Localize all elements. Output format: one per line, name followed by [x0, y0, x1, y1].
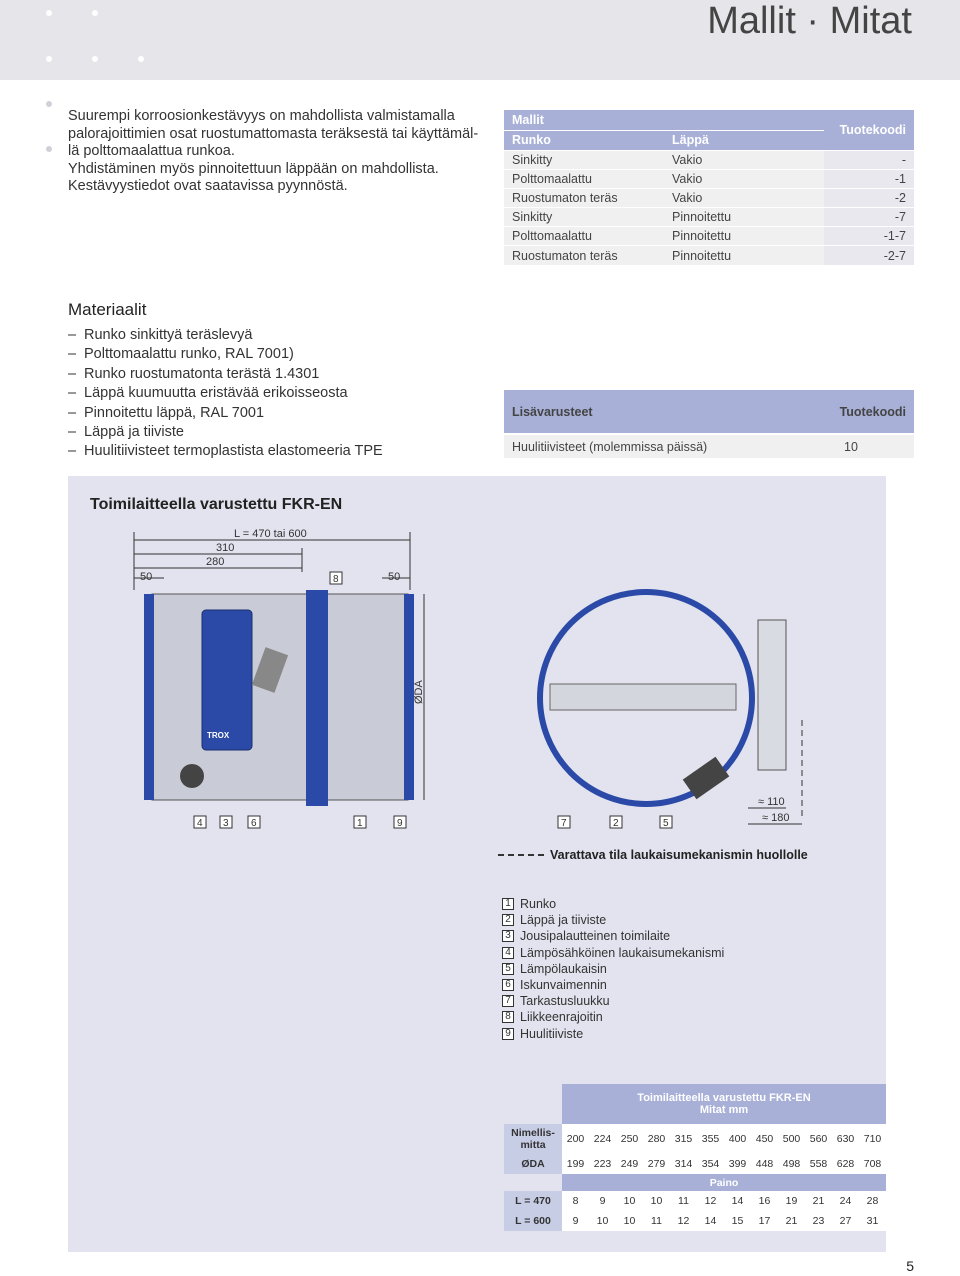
intro-line: Kestävyystiedot ovat saatavissa pyynnöstä. [68, 178, 348, 194]
cell-value: 8 [562, 1191, 589, 1211]
material-item: – Läppä kuumuutta eristävää erikoisseosta [68, 384, 488, 403]
cell-value: 450 [751, 1124, 778, 1154]
cell-value: 10 [643, 1191, 670, 1211]
cell-value: 14 [724, 1191, 751, 1211]
cell-value: 708 [859, 1154, 886, 1174]
cell-value: 12 [670, 1211, 697, 1231]
cell-value: 314 [670, 1154, 697, 1174]
legend-label: Iskunvaimennin [520, 978, 607, 993]
cell-runko: Polttomaalattu [504, 169, 664, 188]
legend-label: Tarkastusluukku [520, 994, 610, 1009]
maintenance-label: Varattava tila laukaisumekanismin huollolle [550, 848, 808, 862]
table-row [504, 1191, 886, 1211]
decor-dot [46, 101, 52, 107]
empty-cell [504, 1084, 562, 1124]
cell-value: 710 [859, 1124, 886, 1154]
legend-number: 2 [502, 914, 514, 926]
models-header-row [504, 110, 914, 130]
oda-label: ØDA [413, 680, 425, 704]
callout-number: 5 [663, 818, 669, 829]
cell-runko: Ruostumaton teräs [504, 246, 664, 265]
callout-number: 7 [561, 818, 567, 829]
legend-label: Huulitiiviste [520, 1026, 584, 1041]
cell-value: 279 [643, 1154, 670, 1174]
models-code-header: Tuotekoodi [824, 110, 914, 150]
materials-title: Materiaalit [68, 300, 147, 319]
callout-number: 1 [357, 818, 363, 829]
legend-number: 4 [502, 947, 514, 959]
intro-text [68, 108, 488, 196]
damper-blade [306, 590, 328, 806]
cell-value: 498 [778, 1154, 805, 1174]
technical-drawing [68, 520, 886, 890]
legend-item [502, 1009, 724, 1025]
legend-number: 3 [502, 930, 514, 942]
dim-180-label: ≈ 180 [762, 812, 790, 824]
cell-value: 224 [589, 1124, 616, 1154]
dimensions-title [562, 1084, 886, 1124]
cell-value: 31 [859, 1211, 886, 1231]
legend-label: Liikkeenrajoitin [520, 1010, 603, 1025]
material-item: – Läppä ja tiiviste [68, 423, 488, 442]
cell-value: 21 [778, 1211, 805, 1231]
cell-value: 630 [832, 1124, 859, 1154]
callout-number: 9 [397, 818, 403, 829]
material-item: – Huulitiivisteet termoplastista elastomeeria TPE [68, 442, 488, 461]
cell-value: 560 [805, 1124, 832, 1154]
cell-code: -2-7 [824, 246, 914, 265]
cell-value: 23 [805, 1211, 832, 1231]
legend-number: 9 [502, 1028, 514, 1040]
cell-value: 15 [724, 1211, 751, 1231]
dimensions-table [504, 1084, 886, 1231]
dim-L-label: L = 470 tai 600 [234, 528, 307, 540]
models-group-header: Mallit [504, 110, 824, 130]
cell-value: 628 [832, 1154, 859, 1174]
dim-310-label: 310 [216, 542, 235, 554]
cell-value: 21 [805, 1191, 832, 1211]
legend-item [502, 945, 724, 961]
table-row [504, 188, 914, 207]
legend-item [502, 928, 724, 944]
cell-code: -2 [824, 188, 914, 207]
cell-value: 250 [616, 1124, 643, 1154]
cell-value: 354 [697, 1154, 724, 1174]
table-row [504, 150, 914, 169]
callout-number: 3 [223, 818, 229, 829]
legend-number: 1 [502, 898, 514, 910]
row-label: Nimellis-mitta [504, 1124, 562, 1154]
weight-header-row [504, 1174, 886, 1191]
cell-value: 10 [616, 1191, 643, 1211]
cell-code: -1-7 [824, 227, 914, 246]
cell-value: 315 [670, 1124, 697, 1154]
page-header [0, 0, 960, 80]
accessories-name-header: Lisävarusteet [504, 390, 814, 434]
cell-value: 223 [589, 1154, 616, 1174]
cell-value: 19 [778, 1191, 805, 1211]
cell-value: 280 [643, 1124, 670, 1154]
inspection-hatch [758, 620, 786, 770]
intro-line: lä polttomaalattua runkoa. [68, 143, 235, 159]
brand-label: TROX [207, 731, 230, 740]
cell-lappa: Pinnoitettu [664, 227, 824, 246]
legend-number: 7 [502, 995, 514, 1007]
actuator [202, 610, 252, 750]
lip-seal [144, 594, 154, 800]
material-item: – Pinnoitettu läppä, RAL 7001 [68, 404, 488, 423]
cell-value: 17 [751, 1211, 778, 1231]
cell-lappa: Vakio [664, 169, 824, 188]
dim-110-label: ≈ 110 [758, 796, 785, 808]
decor-dot [92, 10, 98, 16]
thermoelectric-trigger [180, 764, 204, 788]
cell-value: 249 [616, 1154, 643, 1174]
cell-code: - [824, 150, 914, 169]
cell-value: 558 [805, 1154, 832, 1174]
cell-value: 10 [589, 1211, 616, 1231]
callout-number: 2 [613, 818, 619, 829]
cell-value: 14 [697, 1211, 724, 1231]
legend-label: Lämpösähköinen laukaisumekanismi [520, 945, 725, 960]
damper-blade-front [550, 684, 736, 710]
cell-lappa: Vakio [664, 188, 824, 207]
cell-code: 10 [814, 434, 914, 458]
legend-number: 8 [502, 1011, 514, 1023]
cell-lappa: Vakio [664, 150, 824, 169]
cell-value: 200 [562, 1124, 589, 1154]
legend-item [502, 896, 724, 912]
decor-dot [92, 56, 98, 62]
table-row [504, 246, 914, 265]
cell-code: -7 [824, 208, 914, 227]
cell-code: -1 [824, 169, 914, 188]
materials-section [68, 300, 488, 462]
dashed-line [498, 854, 544, 856]
cell-value: 199 [562, 1154, 589, 1174]
table-row [504, 169, 914, 188]
cell-value: 12 [697, 1191, 724, 1211]
cell-value: 448 [751, 1154, 778, 1174]
cell-runko: Ruostumaton teräs [504, 188, 664, 207]
callout-number: 6 [251, 818, 257, 829]
cell-value: 10 [616, 1211, 643, 1231]
decor-dot [46, 146, 52, 152]
legend-item [502, 993, 724, 1009]
cell-runko: Sinkitty [504, 150, 664, 169]
page-title: Mallit · Mitat [707, 0, 912, 42]
legend-label: Läppä ja tiiviste [520, 913, 607, 928]
intro-line: Suurempi korroosionkestävyys on mahdollista valmistamalla [68, 108, 455, 124]
legend-item [502, 1026, 724, 1042]
table-row [504, 434, 914, 458]
intro-line: Yhdistäminen myös pinnoitettuun läppään on mahdollista. [68, 160, 439, 177]
cell-value: 500 [778, 1124, 805, 1154]
row-label: ØDA [504, 1154, 562, 1174]
decor-dot [46, 56, 52, 62]
cell-runko: Sinkitty [504, 208, 664, 227]
cell-value: 399 [724, 1154, 751, 1174]
weight-header: Paino [562, 1174, 886, 1191]
models-table [504, 110, 914, 266]
legend-label: Jousipalautteinen toimilaite [520, 929, 671, 944]
callout-number: 4 [197, 818, 203, 829]
table-row [504, 1211, 886, 1231]
cell-runko: Polttomaalattu [504, 227, 664, 246]
legend-item [502, 912, 724, 928]
decor-dot [138, 56, 144, 62]
cell-value: 11 [670, 1191, 697, 1211]
dimensions-header-row [504, 1084, 886, 1124]
material-item: – Runko sinkittyä teräslevyä [68, 326, 488, 345]
models-runko-header: Runko [504, 130, 664, 150]
dim-50-label: 50 [388, 571, 401, 583]
dimensions-title-line: Toimilaitteella varustettu FKR-EN [637, 1092, 811, 1104]
legend-number: 6 [502, 979, 514, 991]
material-item: – Polttomaalattu runko, RAL 7001) [68, 345, 488, 364]
material-item: – Runko ruostumatonta terästä 1.4301 [68, 365, 488, 384]
cell-accessory: Huulitiivisteet (molemmissa päissä) [504, 434, 814, 458]
diagram-title: Toimilaitteella varustettu FKR-EN [90, 496, 343, 513]
row-label: L = 600 [504, 1211, 562, 1231]
cell-lappa: Pinnoitettu [664, 246, 824, 265]
cell-value: 400 [724, 1124, 751, 1154]
accessories-code-header: Tuotekoodi [814, 390, 914, 434]
cell-value: 16 [751, 1191, 778, 1211]
page-number: 5 [906, 1258, 914, 1274]
row-label: L = 470 [504, 1191, 562, 1211]
cell-value: 9 [562, 1211, 589, 1231]
cell-lappa: Pinnoitettu [664, 208, 824, 227]
cell-value: 24 [832, 1191, 859, 1211]
table-row [504, 208, 914, 227]
cell-value: 28 [859, 1191, 886, 1211]
table-row [504, 1124, 886, 1154]
accessories-table [504, 390, 914, 458]
table-row [504, 227, 914, 246]
maintenance-note [498, 848, 808, 862]
callout-number: 8 [333, 574, 339, 585]
dimensions-title-line: Mitat mm [699, 1104, 749, 1116]
legend-item [502, 977, 724, 993]
diagram-panel [68, 476, 886, 1252]
cell-value: 355 [697, 1124, 724, 1154]
models-lappa-header: Läppä [664, 130, 824, 150]
table-row [504, 1154, 886, 1174]
legend-number: 5 [502, 963, 514, 975]
accessories-header-row [504, 390, 914, 434]
dim-50-label: 50 [140, 571, 153, 583]
cell-value: 11 [643, 1211, 670, 1231]
cell-value: 9 [589, 1191, 616, 1211]
empty-cell [504, 1174, 562, 1191]
decor-dot [46, 10, 52, 16]
legend-item [502, 961, 724, 977]
dim-280-label: 280 [206, 556, 225, 568]
intro-line: palorajoittimien osat ruostumattomasta teräksestä tai käyttämäl- [68, 125, 479, 142]
legend-label: Lämpölaukaisin [520, 961, 607, 976]
cell-value: 27 [832, 1211, 859, 1231]
legend-label: Runko [520, 897, 557, 912]
legend [502, 896, 724, 1042]
